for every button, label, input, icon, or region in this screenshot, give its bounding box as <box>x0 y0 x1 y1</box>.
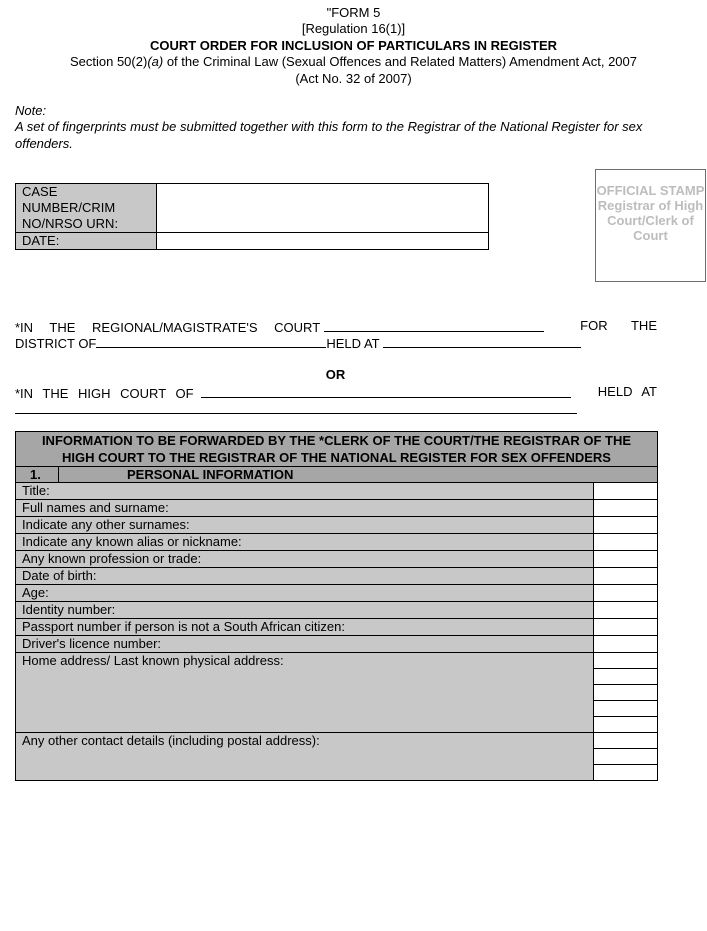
field-value-date-of-birth[interactable] <box>593 568 657 585</box>
field-alias-row <box>16 534 658 551</box>
held-at-label: HELD AT <box>326 336 380 351</box>
field-value-contact-line[interactable] <box>593 749 657 765</box>
note-label <box>15 102 675 119</box>
information-table <box>15 431 658 781</box>
case-details-table <box>15 183 489 250</box>
field-label-age: Age: <box>16 585 594 602</box>
field-value-age[interactable] <box>593 585 657 602</box>
field-age-row <box>16 585 658 602</box>
field-value-address-line[interactable] <box>593 701 657 717</box>
act-text: (Act No. 32 of 2007) <box>295 71 412 86</box>
official-stamp-text: OFFICIAL STAMP Registrar of High Court/Clerk of Court <box>596 183 705 243</box>
field-label-identity-number: Identity number: <box>16 602 594 619</box>
field-value-contact-line[interactable] <box>593 765 657 781</box>
district-blank[interactable] <box>96 333 326 348</box>
case-number-row <box>16 184 489 233</box>
field-label-full-names: Full names and surname: <box>16 500 594 517</box>
field-passport-row <box>16 619 658 636</box>
note-body: A set of fingerprints must be submitted together with this form to the Registrar of the National Register for sex offenders. <box>15 119 643 151</box>
field-value-title[interactable] <box>593 483 657 500</box>
field-value-address-line[interactable] <box>593 717 657 733</box>
date-field[interactable] <box>157 233 489 250</box>
field-title-row <box>16 483 658 500</box>
section-title: PERSONAL INFORMATION <box>59 467 658 483</box>
district-line <box>15 333 657 352</box>
or-text: OR <box>325 367 346 382</box>
regulation-text: [Regulation 16(1)] <box>301 21 406 36</box>
section-number: 1. <box>16 467 59 483</box>
field-value-drivers-licence[interactable] <box>593 636 657 653</box>
held-at-blank[interactable] <box>383 333 581 348</box>
field-other-surnames-row <box>16 517 658 534</box>
case-number-field[interactable] <box>157 184 489 233</box>
act-reference <box>0 70 707 87</box>
note-text <box>15 118 675 152</box>
field-value-contact-line[interactable] <box>593 733 657 749</box>
high-court-held-at-label: HELD AT <box>597 384 657 399</box>
field-value-other-surnames[interactable] <box>593 517 657 534</box>
field-label-date-of-birth: Date of birth: <box>16 568 594 585</box>
regional-court-label: *IN THE REGIONAL/MAGISTRATE'S COURT <box>15 320 321 335</box>
field-value-full-names[interactable] <box>593 500 657 517</box>
field-label-other-surnames: Indicate any other surnames: <box>16 517 594 534</box>
form-number <box>0 4 707 21</box>
form-title-text: COURT ORDER FOR INCLUSION OF PARTICULARS IN REGISTER <box>149 38 558 53</box>
regional-court-blank[interactable] <box>324 317 544 332</box>
field-value-address-line[interactable] <box>593 653 657 669</box>
high-court-label: *IN THE HIGH COURT OF <box>15 386 194 401</box>
field-label-alias: Indicate any known alias or nickname: <box>16 534 594 551</box>
section-italic: (a) <box>147 54 164 69</box>
field-date-of-birth-row <box>16 568 658 585</box>
field-contact-row <box>16 733 658 749</box>
or-separator <box>0 366 689 383</box>
note-label-text: Note: <box>15 103 47 118</box>
information-banner: INFORMATION TO BE FORWARDED BY THE *CLERK OF THE COURT/THE REGISTRAR OF THE HIGH COURT TO THE REGISTRAR OF THE NATIONAL REGISTER FOR SEX OFFENDERS <box>16 432 658 467</box>
for-the-label: FOR THE <box>580 318 657 333</box>
field-label-title: Title: <box>16 483 594 500</box>
official-stamp-box <box>595 169 706 282</box>
section-text-rest: of the Criminal Law (Sexual Offences and Related Matters) Amendment Act, 2007 <box>163 54 637 69</box>
field-full-names-row <box>16 500 658 517</box>
regulation-reference <box>0 20 707 37</box>
form-number-text: "FORM 5 <box>326 5 381 20</box>
field-value-address-line[interactable] <box>593 669 657 685</box>
field-value-profession[interactable] <box>593 551 657 568</box>
field-label-address: Home address/ Last known physical address: <box>16 653 594 733</box>
high-court-line <box>15 383 657 402</box>
case-number-label: CASE NUMBER/CRIM NO/NRSO URN: <box>16 184 157 233</box>
field-profession-row <box>16 551 658 568</box>
high-court-continuation-blank[interactable] <box>15 413 577 414</box>
field-label-drivers-licence: Driver's licence number: <box>16 636 594 653</box>
form-title <box>0 37 707 54</box>
date-label: DATE: <box>16 233 157 250</box>
date-row <box>16 233 489 250</box>
field-label-profession: Any known profession or trade: <box>16 551 594 568</box>
field-address-row <box>16 653 658 669</box>
field-label-contact: Any other contact details (including postal address): <box>16 733 594 781</box>
high-court-blank[interactable] <box>201 383 571 398</box>
section-header-row <box>16 467 658 483</box>
information-banner-row <box>16 432 658 467</box>
section-text: Section 50(2) <box>69 54 148 69</box>
field-identity-number-row <box>16 602 658 619</box>
field-value-address-line[interactable] <box>593 685 657 701</box>
field-label-passport: Passport number if person is not a South African citizen: <box>16 619 594 636</box>
field-value-passport[interactable] <box>593 619 657 636</box>
field-value-alias[interactable] <box>593 534 657 551</box>
field-drivers-licence-row <box>16 636 658 653</box>
district-of-label: DISTRICT OF <box>15 336 97 351</box>
field-value-identity-number[interactable] <box>593 602 657 619</box>
section-reference <box>0 53 707 70</box>
